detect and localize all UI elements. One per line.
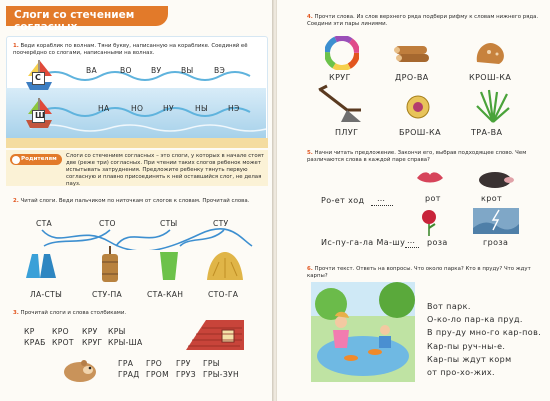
word-krysha: КРЫ-ША (108, 338, 143, 347)
word-krot: крот (481, 194, 503, 203)
column-kry (108, 326, 143, 348)
word-krug: КРУГ (82, 338, 103, 347)
task1-text: Веди кораблик по волнам. Тяни букву, написанную на кораблике. Соединяй её поочерёдно со слогами, написанными на волнах. (13, 43, 248, 56)
column-gry (203, 358, 239, 380)
parents-icon (12, 156, 20, 164)
syllable-gra: ГРА (118, 359, 134, 368)
word-broshka: БРОШ-КА (399, 128, 442, 137)
column-gro (146, 358, 169, 380)
boat1-letter-box (32, 72, 45, 85)
word-grom: ГРОМ (146, 370, 169, 379)
task1-number: 1. (13, 43, 19, 49)
task4-number: 4. (307, 14, 313, 20)
syllable-kry: КРЫ (108, 327, 126, 336)
syllable-sto: СТО (99, 219, 116, 228)
page-title-bar (6, 6, 168, 33)
story-text (427, 300, 541, 379)
threads-illustration (20, 228, 260, 250)
word-stakan: СТА-КАН (147, 290, 184, 299)
task2-text: Читай слоги. Веди пальчиком по ниточкам от слогов к словам. Прочитай слова. (20, 198, 250, 204)
glass-icon (158, 250, 180, 282)
waves-illustration (30, 62, 266, 132)
butter-churn-icon (96, 246, 124, 284)
syllable-stu: СТУ (213, 219, 229, 228)
word-drova: ДРО-ВА (395, 73, 429, 82)
syllable-gry: ГРЫ (203, 359, 220, 368)
word-krot: КРОТ (52, 338, 74, 347)
brooch-icon (405, 94, 431, 120)
task6-number: 6. (307, 266, 313, 272)
hamster-icon (62, 356, 98, 384)
word-krab: КРАБ (24, 338, 46, 347)
flippers-icon (22, 250, 58, 282)
grass-icon (475, 88, 511, 124)
haystack-icon (205, 250, 245, 282)
column-gra (118, 358, 140, 380)
word-plug: ПЛУГ (335, 128, 359, 137)
task2-number: 2. (13, 198, 19, 204)
word-stoga: СТО-ГА (208, 290, 239, 299)
task2-instruction (13, 198, 268, 205)
sentence-2: Ис-пу-га-ла Ма-шу (321, 238, 406, 247)
word-trava: ТРА-ВА (471, 128, 503, 137)
syllable-vy: ВЫ (181, 66, 194, 75)
bread-crumb-icon (473, 38, 509, 68)
boat2-letter-box (32, 110, 45, 123)
syllable-vu: ВУ (151, 66, 162, 75)
mole-icon (475, 166, 515, 190)
syllable-sty: СТЫ (160, 219, 178, 228)
task6-text: Прочти текст. Ответь на вопросы. Что около парка? Кто в пруду? Что ждут карпы? (307, 266, 531, 279)
answer-blank-1[interactable] (371, 205, 393, 206)
answer-blank-2[interactable] (405, 247, 419, 248)
task5-instruction (307, 150, 539, 164)
word-roza: роза (427, 238, 448, 247)
syllable-kr: КР (24, 327, 35, 336)
word-gruz: ГРУЗ (176, 370, 196, 379)
roof-icon (182, 316, 248, 352)
task5-number: 5. (307, 150, 313, 156)
task5-text: Начни читать предложение. Закончи его, выбрав подходящее слово. Чем различаются слова в каждой паре справа? (307, 150, 527, 163)
parents-badge-label: Родителям (21, 156, 57, 162)
park-pond-illustration (311, 282, 415, 382)
syllable-kro: КРО (52, 327, 69, 336)
left-page (0, 0, 273, 401)
task3-text: Прочитай слоги и слова столбиками. (20, 310, 127, 316)
syllable-gro: ГРО (146, 359, 163, 368)
story-line-6: от про-хо-жих. (427, 368, 495, 378)
word-rot: рот (425, 194, 441, 203)
syllable-gru: ГРУ (176, 359, 191, 368)
word-krug-top: КРУГ (329, 73, 351, 82)
syllable-no: НО (131, 104, 144, 113)
firewood-icon (393, 40, 433, 70)
task3-number: 3. (13, 310, 19, 316)
task1-instruction (13, 43, 263, 57)
syllable-na: НА (98, 104, 110, 113)
story-line-3: В пру-ду мно-го кар-пов. (427, 328, 542, 338)
task4-text: Прочти слова. Из слов верхнего ряда подбери рифму к словам нижнего ряда. Соедини эти пары линиями. (307, 14, 539, 27)
parents-text: Слоги со стечением согласных – это слоги, у которых в начале стоят две (реже три) согласных. При чтении таких слогов ребенок может испытывать затруднения. Предложите ребенку тянуть первую согласную и плавно присоединять к ней оставшийся слог, не делая пауз. (66, 153, 265, 187)
syllable-ny: НЫ (195, 104, 209, 113)
parents-badge (10, 154, 62, 165)
task3-instruction (13, 310, 193, 317)
story-line-1: Вот парк. (427, 302, 471, 311)
story-line-5: Кар-пы ждут корм (427, 354, 512, 364)
word-lasty: ЛА-СТЫ (30, 290, 63, 299)
rose-icon (417, 208, 441, 236)
column-kru (82, 326, 102, 348)
syllable-va: ВА (86, 66, 98, 75)
sentence-1: Ро-ет ход (321, 196, 365, 205)
plough-icon (317, 84, 367, 126)
syllable-nu: НУ (163, 104, 174, 113)
task4-instruction (307, 14, 542, 28)
boat2-letter: Ш (35, 111, 45, 120)
lips-icon (415, 170, 445, 186)
color-wheel-icon (325, 36, 359, 70)
task6-instruction (307, 266, 542, 280)
syllable-ve: ВЭ (214, 66, 226, 75)
storm-icon (473, 208, 519, 234)
word-kroshka: КРОШ-КА (469, 73, 512, 82)
syllable-sta: СТА (36, 219, 53, 228)
boat1-letter: С (35, 73, 41, 82)
word-groza: гроза (483, 238, 509, 247)
sand-band (6, 138, 268, 148)
story-line-4: Кар-пы руч-ны-е. (427, 341, 506, 351)
syllable-vo: ВО (120, 66, 132, 75)
syllable-ne: НЭ (228, 104, 240, 113)
column-kr (24, 326, 46, 348)
column-gru (176, 358, 196, 380)
word-grad: ГРАД (118, 370, 140, 379)
word-stupa: СТУ-ПА (92, 290, 123, 299)
column-kro (52, 326, 74, 348)
ellipsis-1: … (377, 194, 386, 203)
page-title: Слоги со стечением согласных (14, 9, 135, 33)
syllable-kru: КРУ (82, 327, 98, 336)
ellipsis-2: … (407, 236, 416, 245)
right-page (277, 0, 550, 401)
word-gryzun: ГРЫ-ЗУН (203, 370, 239, 379)
story-line-2: О-ко-ло пар-ка пруд. (427, 315, 523, 325)
